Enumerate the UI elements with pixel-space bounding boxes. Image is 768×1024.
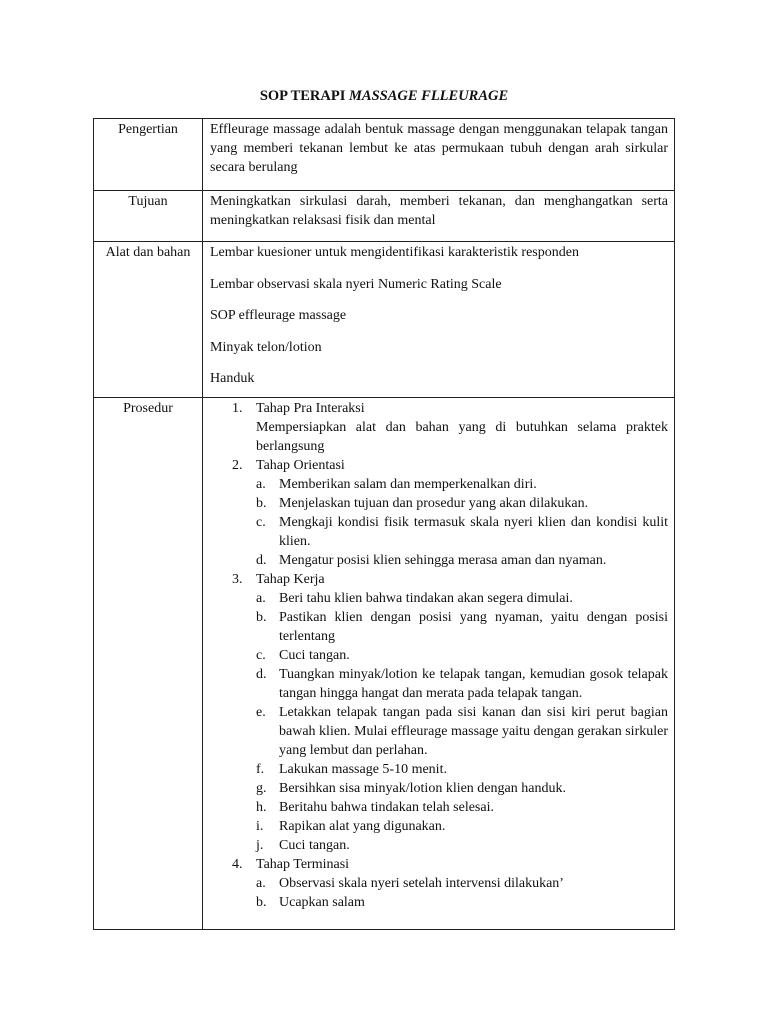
substep xyxy=(256,798,668,817)
label-alat-bahan: Alat dan bahan xyxy=(94,242,203,398)
step-title: Tahap Orientasi xyxy=(256,458,345,473)
substep-letter: b. xyxy=(256,895,267,910)
alat-item: Lembar observasi skala nyeri Numeric Rating Scale xyxy=(210,276,502,292)
substep-letter: j. xyxy=(256,838,264,853)
title-italic: MASSAGE FLLEURAGE xyxy=(349,88,509,104)
alat-item: Minyak telon/lotion xyxy=(210,339,322,355)
substep-letter: c. xyxy=(256,515,266,530)
row-tujuan xyxy=(94,191,675,242)
row-prosedur xyxy=(94,398,675,930)
tujuan-text: Meningkatkan sirkulasi darah, memberi tekanan, dan menghangatkan serta meningkatkan relaksasi fisik dan mental xyxy=(210,194,668,228)
substep-text: Menjelaskan tujuan dan prosedur yang akan dilakukan. xyxy=(279,496,589,511)
row-pengertian xyxy=(94,119,675,191)
substep xyxy=(256,475,668,494)
substep-letter: c. xyxy=(256,648,266,663)
substep-text: Mengatur posisi klien sehingga merasa aman dan nyaman. xyxy=(279,553,607,568)
substep xyxy=(256,551,668,570)
alat-item: Handuk xyxy=(210,371,255,386)
step-title: Tahap Terminasi xyxy=(256,857,350,872)
label-pengertian: Pengertian xyxy=(94,119,203,191)
label-tujuan: Tujuan xyxy=(94,191,203,242)
step-number: 4. xyxy=(232,857,243,872)
substep-letter: a. xyxy=(256,477,266,492)
substep xyxy=(256,874,668,893)
substep-text: Cuci tangan. xyxy=(279,648,350,663)
step-title: Tahap Pra Interaksi xyxy=(256,401,365,416)
label-prosedur: Prosedur xyxy=(94,398,203,930)
substep-text: Bersihkan sisa minyak/lotion klien dengan handuk. xyxy=(279,781,566,796)
substep-text: Memberikan salam dan memperkenalkan diri. xyxy=(279,477,537,492)
substep-text: Pastikan klien dengan posisi yang nyaman, yaitu dengan posisi terlentang xyxy=(279,610,668,644)
substep-text: Cuci tangan. xyxy=(279,838,350,853)
alat-item: Lembar kuesioner untuk mengidentifikasi karakteristik responden xyxy=(210,245,579,260)
step-number: 3. xyxy=(232,572,243,587)
substep xyxy=(256,817,668,836)
substep-letter: g. xyxy=(256,781,267,796)
substep-letter: i. xyxy=(256,819,264,834)
substeps xyxy=(256,874,668,912)
substep-letter: d. xyxy=(256,553,267,568)
substep-text: Lakukan massage 5-10 menit. xyxy=(279,762,447,777)
step-4 xyxy=(232,855,668,912)
substep xyxy=(256,608,668,646)
pengertian-text: Effleurage massage adalah bentuk massage dengan menggunakan telapak tangan yang memberi tekanan lembut ke atas permukaan tubuh dengan arah sirkular secara berulang xyxy=(210,122,668,175)
step-description: Mempersiapkan alat dan bahan yang di butuhkan selama praktek berlangsung xyxy=(256,420,668,454)
step-title: Tahap Kerja xyxy=(256,572,325,587)
document-title xyxy=(0,88,768,105)
substep xyxy=(256,779,668,798)
substep xyxy=(256,893,668,912)
substep-letter: b. xyxy=(256,610,267,625)
substep-text: Ucapkan salam xyxy=(279,895,365,910)
substep xyxy=(256,513,668,551)
substep xyxy=(256,646,668,665)
substep xyxy=(256,665,668,703)
procedure-steps xyxy=(210,399,668,912)
step-number: 1. xyxy=(232,401,243,416)
substep xyxy=(256,494,668,513)
substep-letter: b. xyxy=(256,496,267,511)
substep-text: Beritahu bahwa tindakan telah selesai. xyxy=(279,800,494,815)
substep xyxy=(256,703,668,760)
content-alat-bahan xyxy=(203,242,675,398)
substep-letter: d. xyxy=(256,667,267,682)
step-number: 2. xyxy=(232,458,243,473)
substep-letter: a. xyxy=(256,591,266,606)
substep xyxy=(256,836,668,855)
substeps xyxy=(256,589,668,855)
substep-text: Letakkan telapak tangan pada sisi kanan dan sisi kiri perut bagian bawah klien. Mulai effleurage massage yaitu dengan gerakan sirkuler yang lembut dan perlahan. xyxy=(279,705,668,758)
title-prefix: SOP TERAPI xyxy=(259,88,350,104)
substep-text: Tuangkan minyak/lotion ke telapak tangan, kemudian gosok telapak tangan hingga hangat dan merata pada telapak tangan. xyxy=(279,667,668,701)
content-tujuan xyxy=(203,191,675,242)
content-prosedur xyxy=(203,398,675,930)
substep-text: Observasi skala nyeri setelah intervensi dilakukan’ xyxy=(279,876,564,891)
substep-letter: e. xyxy=(256,705,266,720)
substep-letter: h. xyxy=(256,800,267,815)
substep-letter: f. xyxy=(256,762,265,777)
sop-table xyxy=(93,118,675,930)
substep-letter: a. xyxy=(256,876,266,891)
row-alat-bahan xyxy=(94,242,675,398)
alat-item: SOP effleurage massage xyxy=(210,308,347,323)
content-pengertian xyxy=(203,119,675,191)
substeps xyxy=(256,475,668,570)
step-1 xyxy=(232,399,668,456)
step-2 xyxy=(232,456,668,570)
substep-text: Beri tahu klien bahwa tindakan akan segera dimulai. xyxy=(279,591,573,606)
substep xyxy=(256,589,668,608)
substep-text: Mengkaji kondisi fisik termasuk skala nyeri klien dan kondisi kulit klien. xyxy=(279,515,668,549)
substep xyxy=(256,760,668,779)
substep-text: Rapikan alat yang digunakan. xyxy=(279,819,446,834)
step-3 xyxy=(232,570,668,855)
